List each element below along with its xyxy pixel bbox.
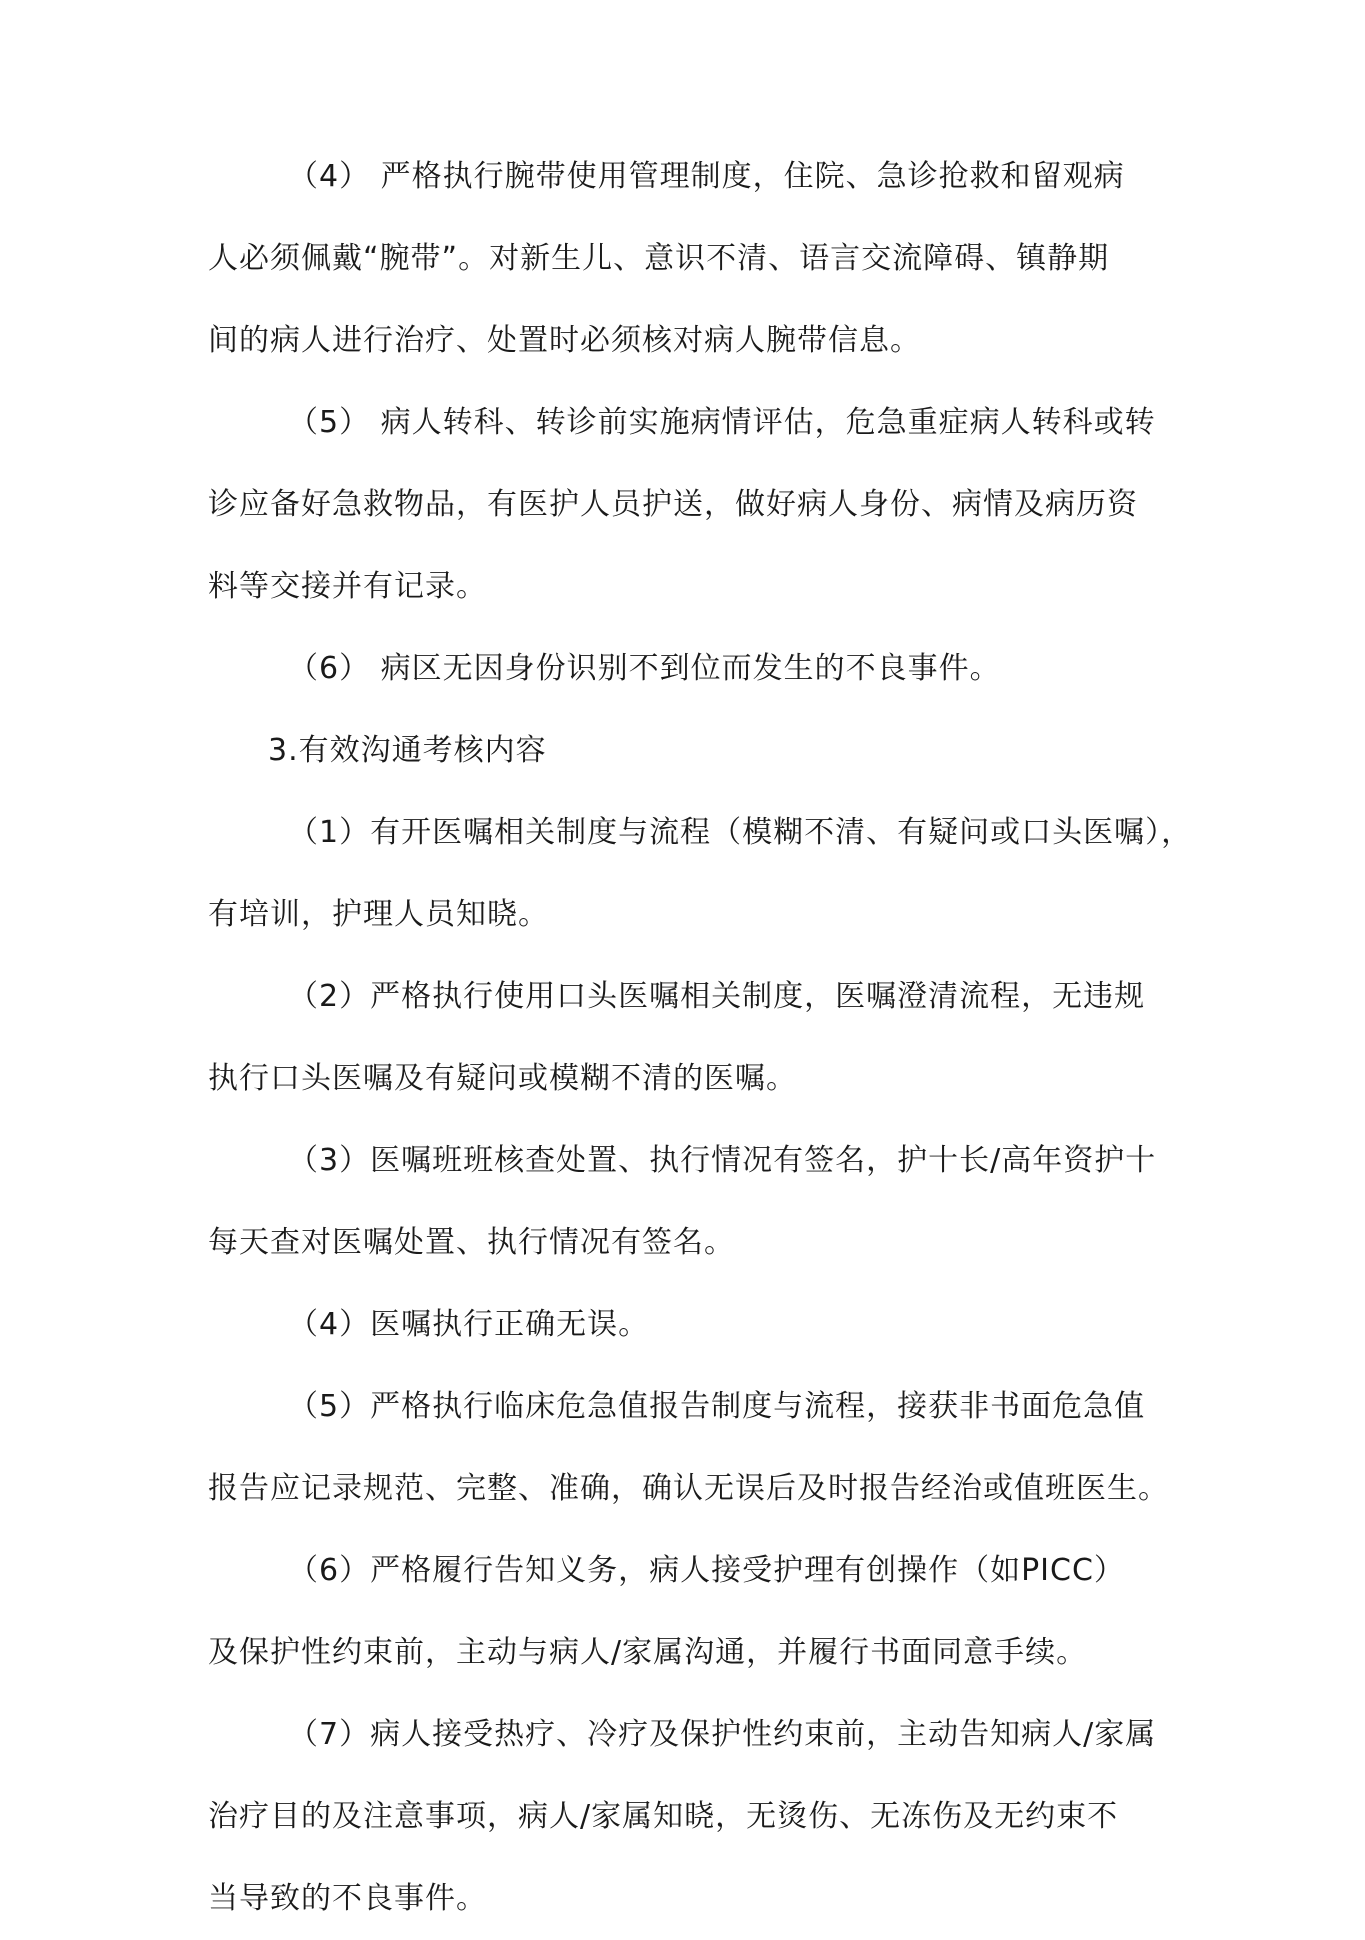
text-line: （5） 病人转科、转诊前实施病情评估，危急重症病人转科或转 <box>288 405 1156 440</box>
text-line: （4）医嘱执行正确无误。 <box>288 1307 650 1342</box>
text-line: （7）病人接受热疗、冷疗及保护性约束前，主动告知病人/家属 <box>288 1717 1157 1752</box>
text-line: 料等交接并有记录。 <box>208 569 487 604</box>
paragraph-critical-values <box>208 1366 1168 1530</box>
text-line: 诊应备好急救物品，有医护人员护送，做好病人身份、病情及病历资 <box>208 487 1138 522</box>
paragraph-informed-consent <box>208 1530 1168 1694</box>
text-line: 执行口头医嘱及有疑问或模糊不清的医嘱。 <box>208 1061 797 1096</box>
text-line: 3.有效沟通考核内容 <box>268 733 547 768</box>
text-line: 及保护性约束前，主动与病人/家属沟通，并履行书面同意手续。 <box>208 1635 1088 1670</box>
section-heading-communication <box>208 710 1168 792</box>
text-line: （3）医嘱班班核查处置、执行情况有签名，护十长/高年资护十 <box>288 1143 1157 1178</box>
paragraph-order-accuracy <box>208 1284 1168 1366</box>
paragraph-order-check <box>208 1120 1168 1284</box>
paragraph-therapy-notice <box>208 1694 1168 1940</box>
paragraph-wristband <box>208 136 1168 382</box>
text-line: 治疗目的及注意事项，病人/家属知晓，无烫伤、无冻伤及无约束不 <box>208 1799 1119 1834</box>
text-line: （1）有开医嘱相关制度与流程（模糊不清、有疑问或口头医嘱）， <box>288 815 1193 850</box>
paragraph-orders-policy <box>208 792 1193 956</box>
text-line: 有培训，护理人员知晓。 <box>208 897 549 932</box>
text-line: （6） 病区无因身份识别不到位而发生的不良事件。 <box>288 651 1001 686</box>
paragraph-no-adverse-events <box>208 628 1168 710</box>
text-line: 间的病人进行治疗、处置时必须核对病人腕带信息。 <box>208 323 921 358</box>
text-line: （6）严格履行告知义务，病人接受护理有创操作（如PICC） <box>288 1553 1125 1588</box>
paragraph-verbal-orders <box>208 956 1168 1120</box>
text-line: 每天查对医嘱处置、执行情况有签名。 <box>208 1225 735 1260</box>
paragraph-transfer <box>208 382 1168 628</box>
text-line: 当导致的不良事件。 <box>208 1881 487 1916</box>
text-line: （2）严格执行使用口头医嘱相关制度，医嘱澄清流程，无违规 <box>288 979 1146 1014</box>
text-line: （4） 严格执行腕带使用管理制度，住院、急诊抢救和留观病 <box>288 159 1125 194</box>
text-line: 人必须佩戴“腕带”。对新生儿、意识不清、语言交流障碍、镇静期 <box>208 241 1110 276</box>
text-line: （5）严格执行临床危急值报告制度与流程，接获非书面危急值 <box>288 1389 1146 1424</box>
text-line: 报告应记录规范、完整、准确，确认无误后及时报告经治或值班医生。 <box>208 1471 1169 1506</box>
